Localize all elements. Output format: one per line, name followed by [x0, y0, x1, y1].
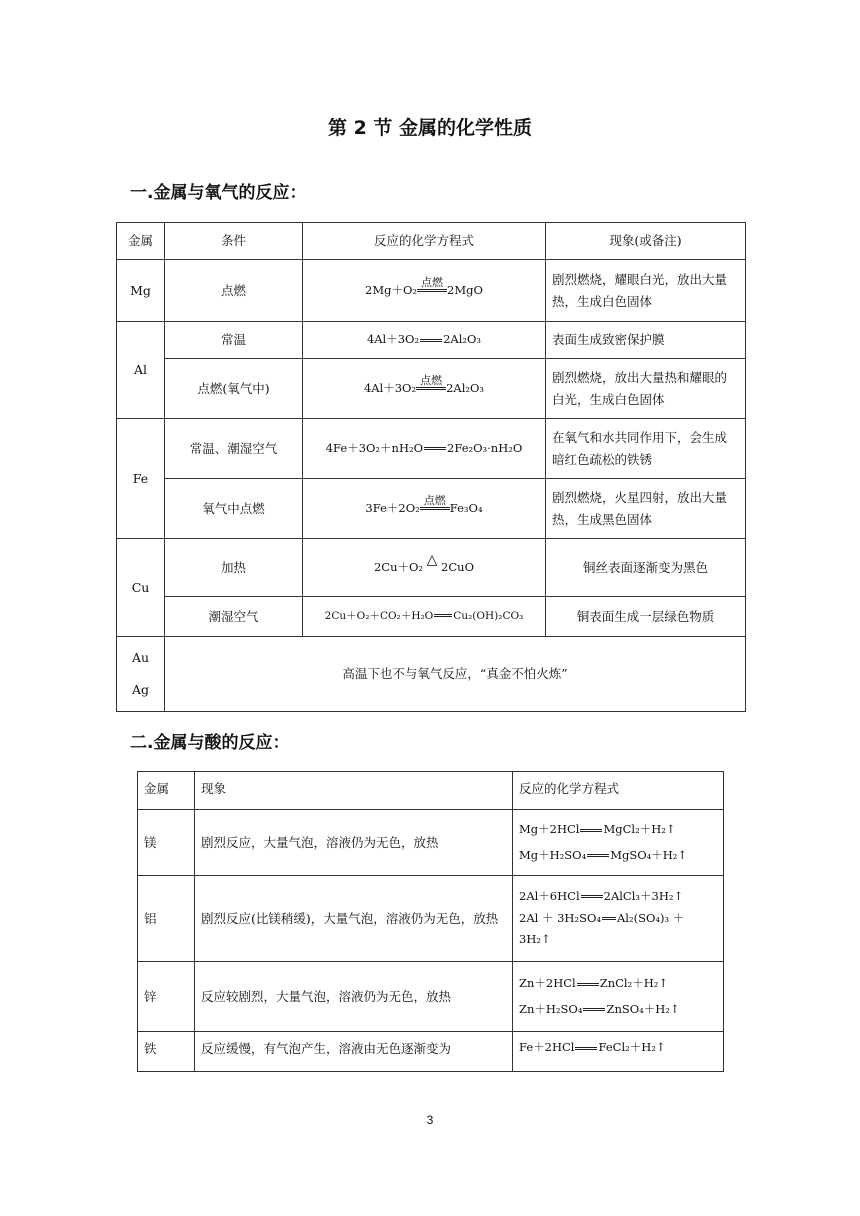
equation-lhs: 2Mg＋O₂ — [365, 282, 418, 297]
section-heading-acid: 二.金属与酸的反应： — [130, 733, 290, 753]
equation-rhs: ZnSO₄＋H₂↑ — [606, 1001, 680, 1016]
table-row — [138, 1032, 724, 1072]
reaction-condition: 点燃 — [423, 493, 446, 507]
phenomenon-cell: 剧烈燃烧，耀眼白光，放出大量热，生成白色固体 — [546, 260, 746, 322]
metal-cell: 铁 — [138, 1032, 195, 1072]
equation-lhs: Fe＋2HCl — [519, 1040, 575, 1054]
equals-sign — [587, 854, 609, 857]
reaction-condition: 点燃 — [421, 275, 444, 289]
table-row — [138, 810, 724, 876]
section-heading-oxygen: 一.金属与氧气的反应： — [130, 183, 307, 203]
phenomenon-cell: 剧烈反应，大量气泡，溶液仍为无色，放热 — [195, 810, 513, 876]
equation-cell — [303, 597, 546, 637]
phenomenon-cell: 反应缓慢，有气泡产生，溶液由无色逐渐变为 — [195, 1032, 513, 1072]
equation-rhs: 2Fe₂O₃·nH₂O — [447, 440, 523, 455]
equation-lhs: Zn＋2HCl — [519, 976, 576, 991]
condition-cell: 点燃(氧气中) — [165, 359, 303, 419]
header-condition: 条件 — [165, 223, 303, 260]
condition-cell: 氧气中点燃 — [165, 479, 303, 539]
phenomenon-cell: 表面生成致密保护膜 — [546, 322, 746, 359]
phenomenon-cell: 反应较剧烈，大量气泡，溶液仍为无色，放热 — [195, 962, 513, 1032]
equation-lhs: 2Cu＋O₂＋CO₂＋H₂O — [324, 609, 434, 622]
reaction-condition: 点燃 — [420, 373, 443, 387]
condition-cell: 点燃 — [165, 260, 303, 322]
header-equation: 反应的化学方程式 — [513, 772, 724, 810]
table-row — [117, 479, 746, 539]
equation-lhs: Mg＋H₂SO₄ — [519, 847, 587, 862]
table-row — [138, 876, 724, 962]
metal-ag: Ag — [131, 682, 150, 697]
equation-lhs: 4Fe＋3O₂＋nH₂O — [325, 440, 424, 455]
equation-rhs: Cu₂(OH)₂CO₃ — [453, 609, 524, 622]
equation-cell — [513, 810, 724, 876]
table-row — [117, 637, 746, 712]
equals-sign — [581, 895, 603, 898]
equals-sign — [575, 1047, 597, 1050]
condition-cell: 加热 — [165, 539, 303, 597]
equation-rhs: 2AlCl₃＋3H₂↑ — [603, 888, 684, 903]
table-row — [117, 419, 746, 479]
phenomenon-cell: 剧烈燃烧，火星四射，放出大量热，生成黑色固体 — [546, 479, 746, 539]
equation-lhs: 2Cu＋O₂ — [373, 559, 424, 574]
phenomenon-cell: 铜表面生成一层绿色物质 — [546, 597, 746, 637]
condition-cell: 常温 — [165, 322, 303, 359]
table-row — [117, 322, 746, 359]
equation-rhs: 2Al₂O₃ — [443, 332, 482, 347]
equation-cell — [513, 876, 724, 962]
equation-rhs: FeCl₂＋H₂↑ — [598, 1040, 666, 1054]
equation-cell — [303, 359, 546, 419]
table-row — [117, 597, 746, 637]
phenomenon-cell: 剧烈反应(比镁稍缓)，大量气泡，溶液仍为无色，放热 — [195, 876, 513, 962]
equation-rhs: ZnCl₂＋H₂↑ — [599, 976, 668, 991]
equation-lhs: 2Al ＋ 3H₂SO₄ — [519, 910, 601, 925]
equation-cell — [513, 962, 724, 1032]
table-header-row — [138, 772, 724, 810]
metal-au: Au — [131, 649, 150, 665]
metal-cell: Al — [117, 322, 165, 419]
metal-cell: Fe — [117, 419, 165, 539]
equation-rhs: 2CuO — [441, 559, 474, 574]
page-number: 3 — [426, 1113, 434, 1127]
phenomenon-cell: 在氧气和水共同作用下，会生成暗红色疏松的铁锈 — [546, 419, 746, 479]
oxygen-reaction-table — [116, 222, 746, 712]
equation-lhs: 4Al＋3O₂ — [363, 380, 417, 395]
equation-cell — [303, 479, 546, 539]
equals-sign — [580, 829, 602, 832]
phenomenon-cell: 铜丝表面逐渐变为黑色 — [546, 539, 746, 597]
header-metal: 金属 — [138, 772, 195, 810]
equals-sign — [583, 1008, 605, 1011]
header-phenomenon: 现象(或备注) — [546, 223, 746, 260]
equation-rhs: Al₂(SO₄)₃ ＋ 3H₂↑ — [519, 910, 685, 947]
equals-sign — [434, 614, 452, 617]
equation-cell — [513, 1032, 724, 1072]
equation-lhs: Mg＋2HCl — [519, 822, 580, 837]
header-phenomenon: 现象 — [195, 772, 513, 810]
equation-lhs: 2Al＋6HCl — [519, 888, 580, 903]
header-equation: 反应的化学方程式 — [303, 223, 546, 260]
equation-cell — [303, 539, 546, 597]
equation-lhs: 4Al＋3O₂ — [366, 332, 420, 347]
equation-lhs: 3Fe＋2O₂ — [365, 500, 420, 515]
metal-cell — [117, 637, 165, 712]
page-title: 第 2 节 金属的化学性质 — [327, 117, 533, 139]
equals-sign — [577, 983, 599, 986]
metal-cell: 锌 — [138, 962, 195, 1032]
equation-rhs: 2MgO — [447, 282, 483, 297]
equation-cell — [303, 322, 546, 359]
equals-sign — [424, 447, 446, 450]
table-header-row — [117, 223, 746, 260]
equals-sign — [602, 917, 616, 920]
heat-triangle-icon: △ — [426, 552, 438, 569]
equation-rhs: Fe₃O₄ — [449, 500, 483, 515]
phenomenon-cell: 剧烈燃烧，放出大量热和耀眼的白光，生成白色固体 — [546, 359, 746, 419]
header-metal: 金属 — [117, 223, 165, 260]
condition-cell: 潮湿空气 — [165, 597, 303, 637]
table-row — [117, 539, 746, 597]
metal-cell: 铝 — [138, 876, 195, 962]
metal-cell: Mg — [117, 260, 165, 322]
equation-cell — [303, 260, 546, 322]
equation-lhs: Zn＋H₂SO₄ — [519, 1001, 583, 1016]
table-row — [117, 260, 746, 322]
note-cell: 高温下也不与氧气反应，“真金不怕火炼” — [165, 637, 746, 712]
equation-rhs: 2Al₂O₃ — [446, 380, 485, 395]
metal-cell: Cu — [117, 539, 165, 637]
table-row — [117, 359, 746, 419]
acid-reaction-table — [137, 771, 724, 1072]
equation-cell — [303, 419, 546, 479]
equation-rhs: MgCl₂＋H₂↑ — [603, 822, 676, 837]
condition-cell: 常温、潮湿空气 — [165, 419, 303, 479]
equals-sign — [420, 339, 442, 342]
equation-rhs: MgSO₄＋H₂↑ — [610, 847, 688, 862]
table-row — [138, 962, 724, 1032]
metal-cell: 镁 — [138, 810, 195, 876]
